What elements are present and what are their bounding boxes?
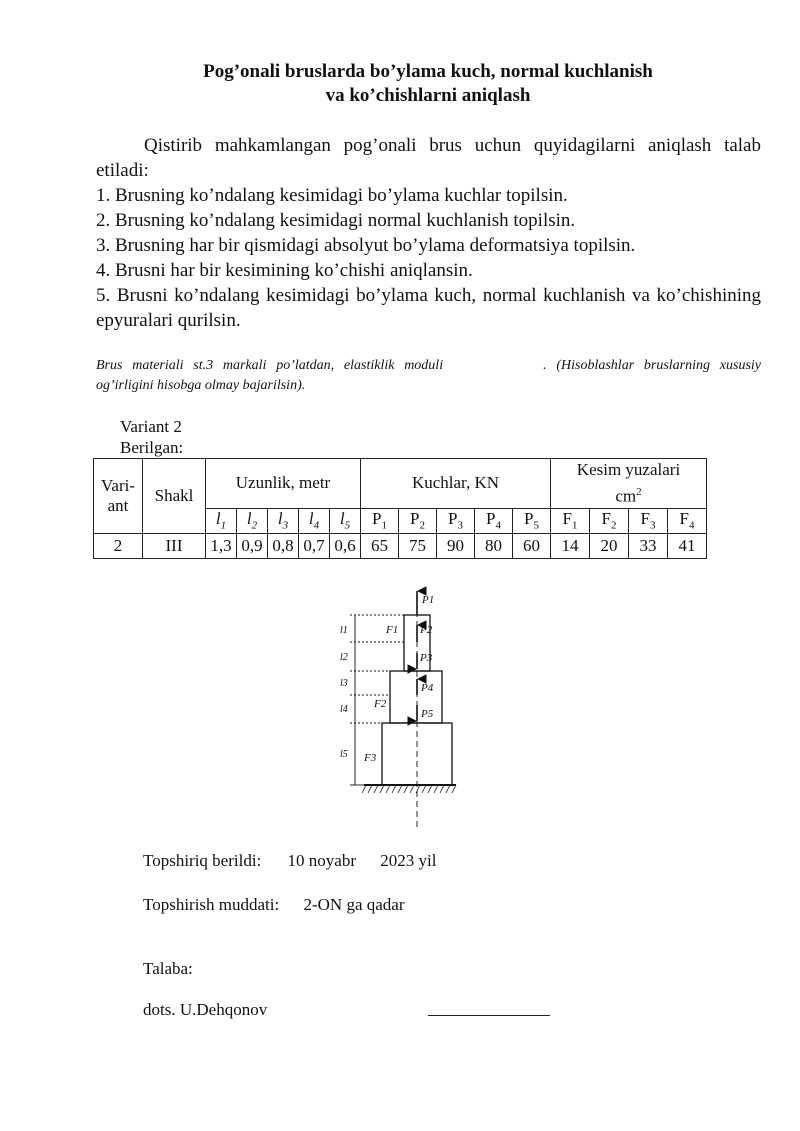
task-description xyxy=(96,133,761,333)
data-table xyxy=(93,458,707,559)
cell-l3: 0,8 xyxy=(268,533,299,558)
subheader-p5: $P_5$ xyxy=(513,508,551,533)
task-item-3: 3. Brusning har bir qismidagi absolyut bo’ylama deformatsiya topilsin. xyxy=(96,235,636,256)
label-p4: P4 xyxy=(421,682,434,694)
cell-p5: 60 xyxy=(513,533,551,558)
label-l5: l5 xyxy=(340,749,348,760)
cell-f3: 33 xyxy=(629,533,668,558)
issued-label: Topshiriq berildi: xyxy=(143,851,262,870)
cell-p4: 80 xyxy=(475,533,513,558)
cell-l4: 0,7 xyxy=(299,533,330,558)
page-title xyxy=(96,60,760,108)
header-variant: Vari-ant xyxy=(94,459,143,534)
ground-hatch xyxy=(362,785,456,793)
subheader-f1: $F_1$ xyxy=(551,508,590,533)
header-areas-unit: cm xyxy=(615,486,637,506)
task-item-5: 5. Brusni ko’ndalang kesimidagi bo’ylama kuch, normal kuchlanish va ko’chishining epyuralari qurilsin. xyxy=(96,285,761,331)
student-label: Talaba: xyxy=(143,959,193,978)
cell-p2: 75 xyxy=(399,533,437,558)
subheader-f4: $F_4$ xyxy=(668,508,707,533)
stepped-bar-diagram xyxy=(320,585,480,830)
subheader-l2: $l_2$ xyxy=(237,508,268,533)
cell-l2: 0,9 xyxy=(237,533,268,558)
subheader-p3: $P_3$ xyxy=(437,508,475,533)
variant-block xyxy=(120,416,183,458)
header-shape: Shakl xyxy=(143,459,206,534)
material-note xyxy=(96,356,761,396)
cell-l5: 0,6 xyxy=(330,533,361,558)
note-part-2: . (Hisoblashlar bruslarning xususiy og’irligini hisobga olmay bajarilsin). xyxy=(96,358,761,393)
cell-f2: 20 xyxy=(590,533,629,558)
cell-f4: 41 xyxy=(668,533,707,558)
cell-variant: 2 xyxy=(94,533,143,558)
header-areas-label: Kesim yuzalari xyxy=(576,460,681,479)
task-item-2: 2. Brusning ko’ndalang kesimidagi normal kuchlanish topilsin. xyxy=(96,210,576,231)
issued-date: 10 noyabr xyxy=(287,851,356,870)
cell-f1: 14 xyxy=(551,533,590,558)
subheader-p4: $P_4$ xyxy=(475,508,513,533)
label-f1: F1 xyxy=(386,624,399,636)
subheader-f2: $F_2$ xyxy=(590,508,629,533)
subheader-l1: $l_1$ xyxy=(206,508,237,533)
cell-p3: 90 xyxy=(437,533,475,558)
cell-p1: 65 xyxy=(361,533,399,558)
intro-paragraph: Qistirib mahkamlangan pog’onali brus uchun quyidagilarni aniqlash talab etiladi: xyxy=(96,135,761,181)
label-l1: l1 xyxy=(340,625,348,636)
subheader-p2: $P_2$ xyxy=(399,508,437,533)
variant-label: Variant 2 xyxy=(120,417,182,436)
header-areas-unit-power: 2 xyxy=(636,486,642,498)
cell-l1: 1,3 xyxy=(206,533,237,558)
cell-shape: III xyxy=(143,533,206,558)
label-p1: P1 xyxy=(422,594,435,606)
label-l4: l4 xyxy=(340,704,348,715)
header-lengths: Uzunlik, metr xyxy=(206,459,361,509)
label-p3: P3 xyxy=(420,652,433,664)
header-forces: Kuchlar, KN xyxy=(361,459,551,509)
subheader-p1: $P_1$ xyxy=(361,508,399,533)
issued-line xyxy=(143,850,436,871)
subheader-l3: $l_3$ xyxy=(268,508,299,533)
subheader-l4: $l_4$ xyxy=(299,508,330,533)
label-f3: F3 xyxy=(364,752,377,764)
subheader-f3: $F_3$ xyxy=(629,508,668,533)
note-part-1: Brus materiali st.3 markali po’latdan, elastiklik moduli xyxy=(96,358,444,373)
label-p5: P5 xyxy=(421,708,434,720)
label-l2: l2 xyxy=(340,652,348,663)
label-f2: F2 xyxy=(374,698,387,710)
bar-step-middle xyxy=(390,671,442,723)
deadline-value: 2-ON ga qadar xyxy=(303,895,405,914)
subheader-l5: $l_5$ xyxy=(330,508,361,533)
label-p2: P2 xyxy=(420,624,433,636)
header-areas xyxy=(551,459,707,509)
deadline-line xyxy=(143,894,405,915)
deadline-label: Topshirish muddati: xyxy=(143,895,280,914)
title-line-2: va ko’chishlarni aniqlash xyxy=(325,85,531,106)
title-line-1: Pog’onali bruslarda bo’ylama kuch, normal kuchlanish xyxy=(203,61,653,82)
teacher-name: dots. U.Dehqonov xyxy=(143,1000,268,1019)
signature-line xyxy=(428,1015,550,1016)
given-label: Berilgan: xyxy=(120,438,184,457)
table-row xyxy=(94,533,707,558)
table-header-row xyxy=(94,459,707,509)
task-item-1: 1. Brusning ko’ndalang kesimidagi bo’ylama kuchlar topilsin. xyxy=(96,185,568,206)
label-l3: l3 xyxy=(340,678,348,689)
issued-year: 2023 yil xyxy=(380,851,437,870)
task-item-4: 4. Brusni har bir kesimining ko’chishi aniqlansin. xyxy=(96,260,473,281)
